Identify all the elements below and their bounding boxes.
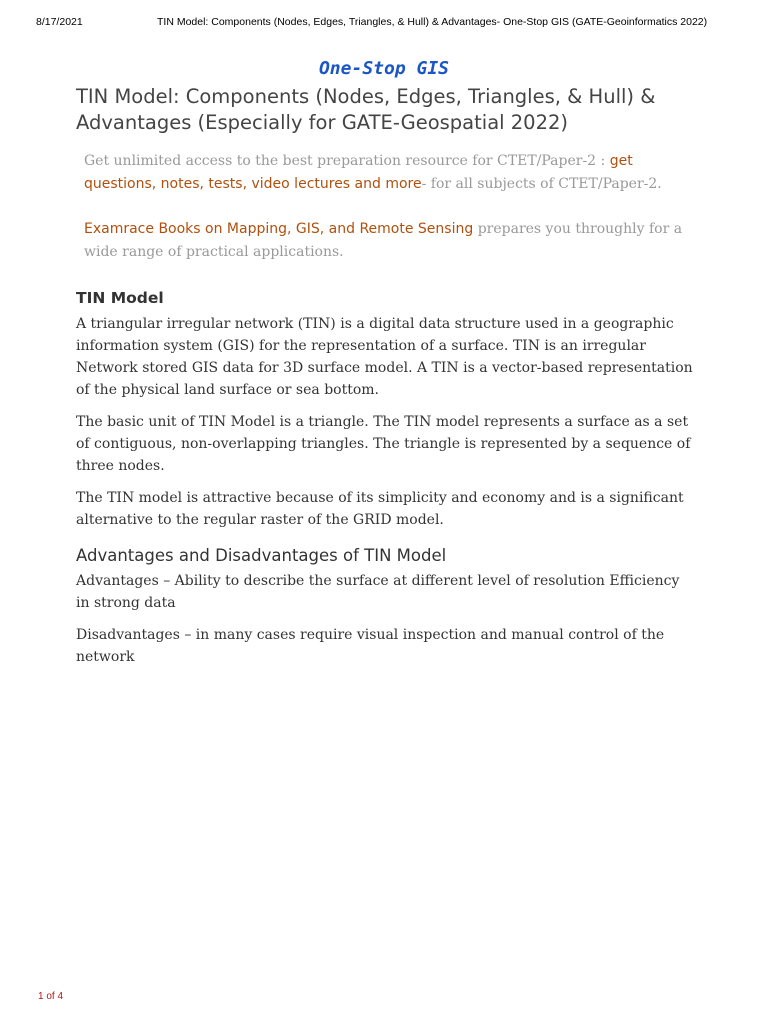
section-heading-tin-model: TIN Model bbox=[76, 289, 164, 307]
section-heading-advantages: Advantages and Disadvantages of TIN Model bbox=[76, 546, 447, 565]
print-date: 8/17/2021 bbox=[36, 16, 83, 28]
promo-link-examrace-books[interactable]: Examrace Books on Mapping, GIS, and Remote Sensing bbox=[84, 221, 474, 237]
promo-box bbox=[76, 144, 696, 264]
paragraph-advantages: Advantages – Ability to describe the surface at different level of resolution Efficiency in strong data bbox=[76, 573, 680, 611]
paragraph: The basic unit of TIN Model is a triangle. The TIN model represents a surface as a set of contiguous, non-overlapping triangles. The triangle is represented by a sequence of three nodes. bbox=[76, 414, 691, 474]
promo-text: Get unlimited access to the best preparation resource for CTET/Paper-2 : bbox=[84, 153, 610, 169]
article-content bbox=[76, 84, 696, 678]
print-header bbox=[0, 16, 768, 30]
promo-line-2 bbox=[84, 218, 696, 264]
site-logo-text[interactable]: One-Stop GIS bbox=[318, 58, 450, 79]
page-indicator: 1 of 4 bbox=[38, 991, 64, 1002]
promo-line-1 bbox=[84, 150, 696, 196]
promo-text: prepares you throughly for a wide range of practical applications. bbox=[84, 221, 683, 260]
print-page-title: TIN Model: Components (Nodes, Edges, Triangles, & Hull) & Advantages- One-Stop GIS (GATE-Geoinformatics 2022) bbox=[157, 16, 708, 28]
promo-text: - for all subjects of CTET/Paper-2. bbox=[421, 176, 662, 192]
promo-link-get-questions[interactable]: get questions, notes, tests, video lectures and more bbox=[84, 153, 633, 192]
paragraph: The TIN model is attractive because of its simplicity and economy and is a significant alternative to the regular raster of the GRID model. bbox=[76, 490, 684, 528]
paragraph: A triangular irregular network (TIN) is a digital data structure used in a geographic information system (GIS) for the representation of a surface. TIN is an irregular Network stored GIS data for 3D surface model. A TIN is a vector-based representation of the physical land surface or sea bottom. bbox=[76, 316, 693, 398]
page-title: TIN Model: Components (Nodes, Edges, Triangles, & Hull) & Advantages (Especially for GATE-Geospatial 2022) bbox=[76, 85, 656, 134]
paragraph-disadvantages: Disadvantages – in many cases require visual inspection and manual control of the network bbox=[76, 627, 665, 665]
